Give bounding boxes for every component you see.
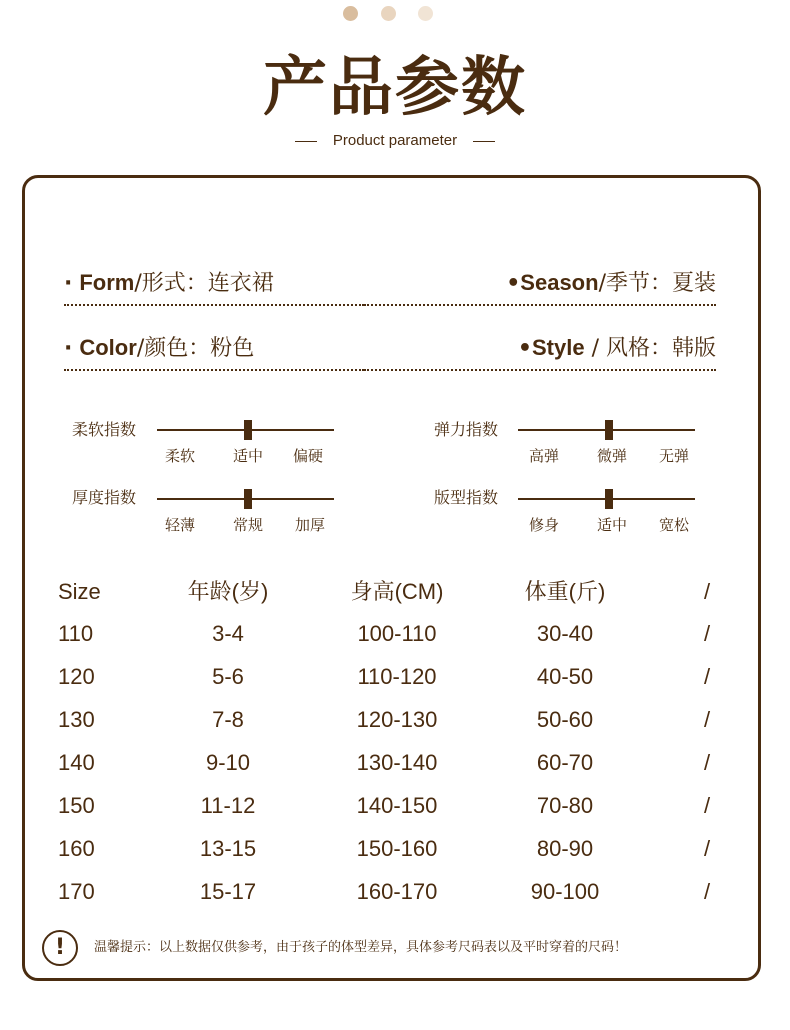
page-subtitle xyxy=(0,130,790,152)
table-cell: 30-40 xyxy=(536,621,594,646)
table-cell: 130-140 xyxy=(356,750,438,775)
subtitle-dash-right xyxy=(473,141,495,142)
table-cell: / xyxy=(704,750,711,775)
table-cell: 15-17 xyxy=(199,879,257,904)
index-marker xyxy=(605,420,613,440)
property-season-value: 夏装 xyxy=(671,271,716,296)
index-option: 无弹 xyxy=(658,447,689,465)
table-row xyxy=(0,661,790,693)
table-cell: 40-50 xyxy=(536,664,594,689)
table-cell: 100-110 xyxy=(357,621,437,646)
index-option: 宽松 xyxy=(658,516,689,534)
table-header-row xyxy=(0,576,790,608)
index-label: 厚度指数 xyxy=(72,488,137,507)
index-marker xyxy=(605,489,613,509)
table-row xyxy=(0,876,790,908)
subtitle-dash-left xyxy=(295,141,317,142)
table-cell: 110-120 xyxy=(357,664,437,689)
index-label: 柔软指数 xyxy=(72,420,137,439)
table-cell: 9-10 xyxy=(205,750,251,775)
table-cell: / xyxy=(704,664,711,689)
index-option: 偏硬 xyxy=(292,447,323,465)
table-cell: 60-70 xyxy=(536,750,594,775)
table-cell: 3-4 xyxy=(212,621,244,646)
table-cell: 90-100 xyxy=(530,879,600,904)
decorative-dots xyxy=(0,6,790,22)
notice-text: 温馨提示：以上数据仅供参考，由于孩子的体型差异，具体参考尺码表以及平时穿着的尺码！ xyxy=(94,940,628,955)
table-header-cell: / xyxy=(704,579,711,604)
table-row xyxy=(0,704,790,736)
index-option: 柔软 xyxy=(164,447,195,465)
table-cell: 5-6 xyxy=(212,664,244,689)
index-option: 加厚 xyxy=(294,516,325,534)
table-row xyxy=(0,790,790,822)
property-season: •Season/季节：夏装 xyxy=(364,268,716,306)
exclamation-icon: ! xyxy=(42,930,78,966)
index-marker xyxy=(244,420,252,440)
table-cell: 120-130 xyxy=(356,707,438,732)
table-cell: / xyxy=(704,836,711,861)
table-cell: 160-170 xyxy=(356,879,438,904)
table-cell: 130 xyxy=(58,707,95,732)
index-option: 常规 xyxy=(232,516,263,534)
table-cell: 170 xyxy=(58,879,95,904)
property-color: · Color/颜色：粉色 xyxy=(64,333,364,371)
index-option: 微弹 xyxy=(596,447,627,465)
table-row xyxy=(0,833,790,865)
table-cell: 150 xyxy=(58,793,95,818)
table-cell: 140 xyxy=(58,750,95,775)
index-option: 高弹 xyxy=(528,447,559,465)
table-header-cell: 身高(CM) xyxy=(350,579,444,604)
table-cell: 120 xyxy=(58,664,95,689)
table-cell: 160 xyxy=(58,836,95,861)
page-title: 产品参数 xyxy=(263,51,527,125)
table-cell: 110 xyxy=(58,621,94,646)
dot-2 xyxy=(381,6,396,21)
property-form: · Form/形式：连衣裙 xyxy=(64,268,364,306)
table-cell: 7-8 xyxy=(212,707,244,732)
size-notice xyxy=(42,930,742,966)
table-cell: 80-90 xyxy=(536,836,594,861)
table-row xyxy=(0,618,790,650)
table-cell: / xyxy=(704,793,711,818)
table-cell: 13-15 xyxy=(199,836,257,861)
dot-3 xyxy=(418,6,433,21)
table-cell: 150-160 xyxy=(356,836,438,861)
index-label: 版型指数 xyxy=(434,488,499,507)
table-row xyxy=(0,747,790,779)
table-cell: / xyxy=(704,879,711,904)
index-option: 修身 xyxy=(528,516,559,534)
property-style: •Style / 风格：韩版 xyxy=(364,333,716,371)
table-cell: 70-80 xyxy=(536,793,594,818)
index-option: 适中 xyxy=(596,516,627,534)
table-cell: 11-12 xyxy=(200,793,256,818)
index-option: 适中 xyxy=(232,447,263,465)
subtitle-text: Product parameter xyxy=(332,132,458,149)
property-form-value: 连衣裙 xyxy=(207,271,274,296)
table-cell: 140-150 xyxy=(356,793,438,818)
dot-1 xyxy=(343,6,358,21)
table-cell: / xyxy=(704,621,711,646)
property-color-value: 粉色 xyxy=(210,336,255,361)
index-marker xyxy=(244,489,252,509)
index-label: 弹力指数 xyxy=(434,420,499,439)
table-cell: 50-60 xyxy=(536,707,594,732)
table-header-cell: 年龄(岁) xyxy=(187,579,269,604)
property-style-value: 韩版 xyxy=(671,336,716,361)
table-cell: / xyxy=(704,707,711,732)
table-header-cell: 体重(斤) xyxy=(524,579,606,604)
table-header-cell: Size xyxy=(58,579,101,604)
index-option: 轻薄 xyxy=(164,516,195,534)
